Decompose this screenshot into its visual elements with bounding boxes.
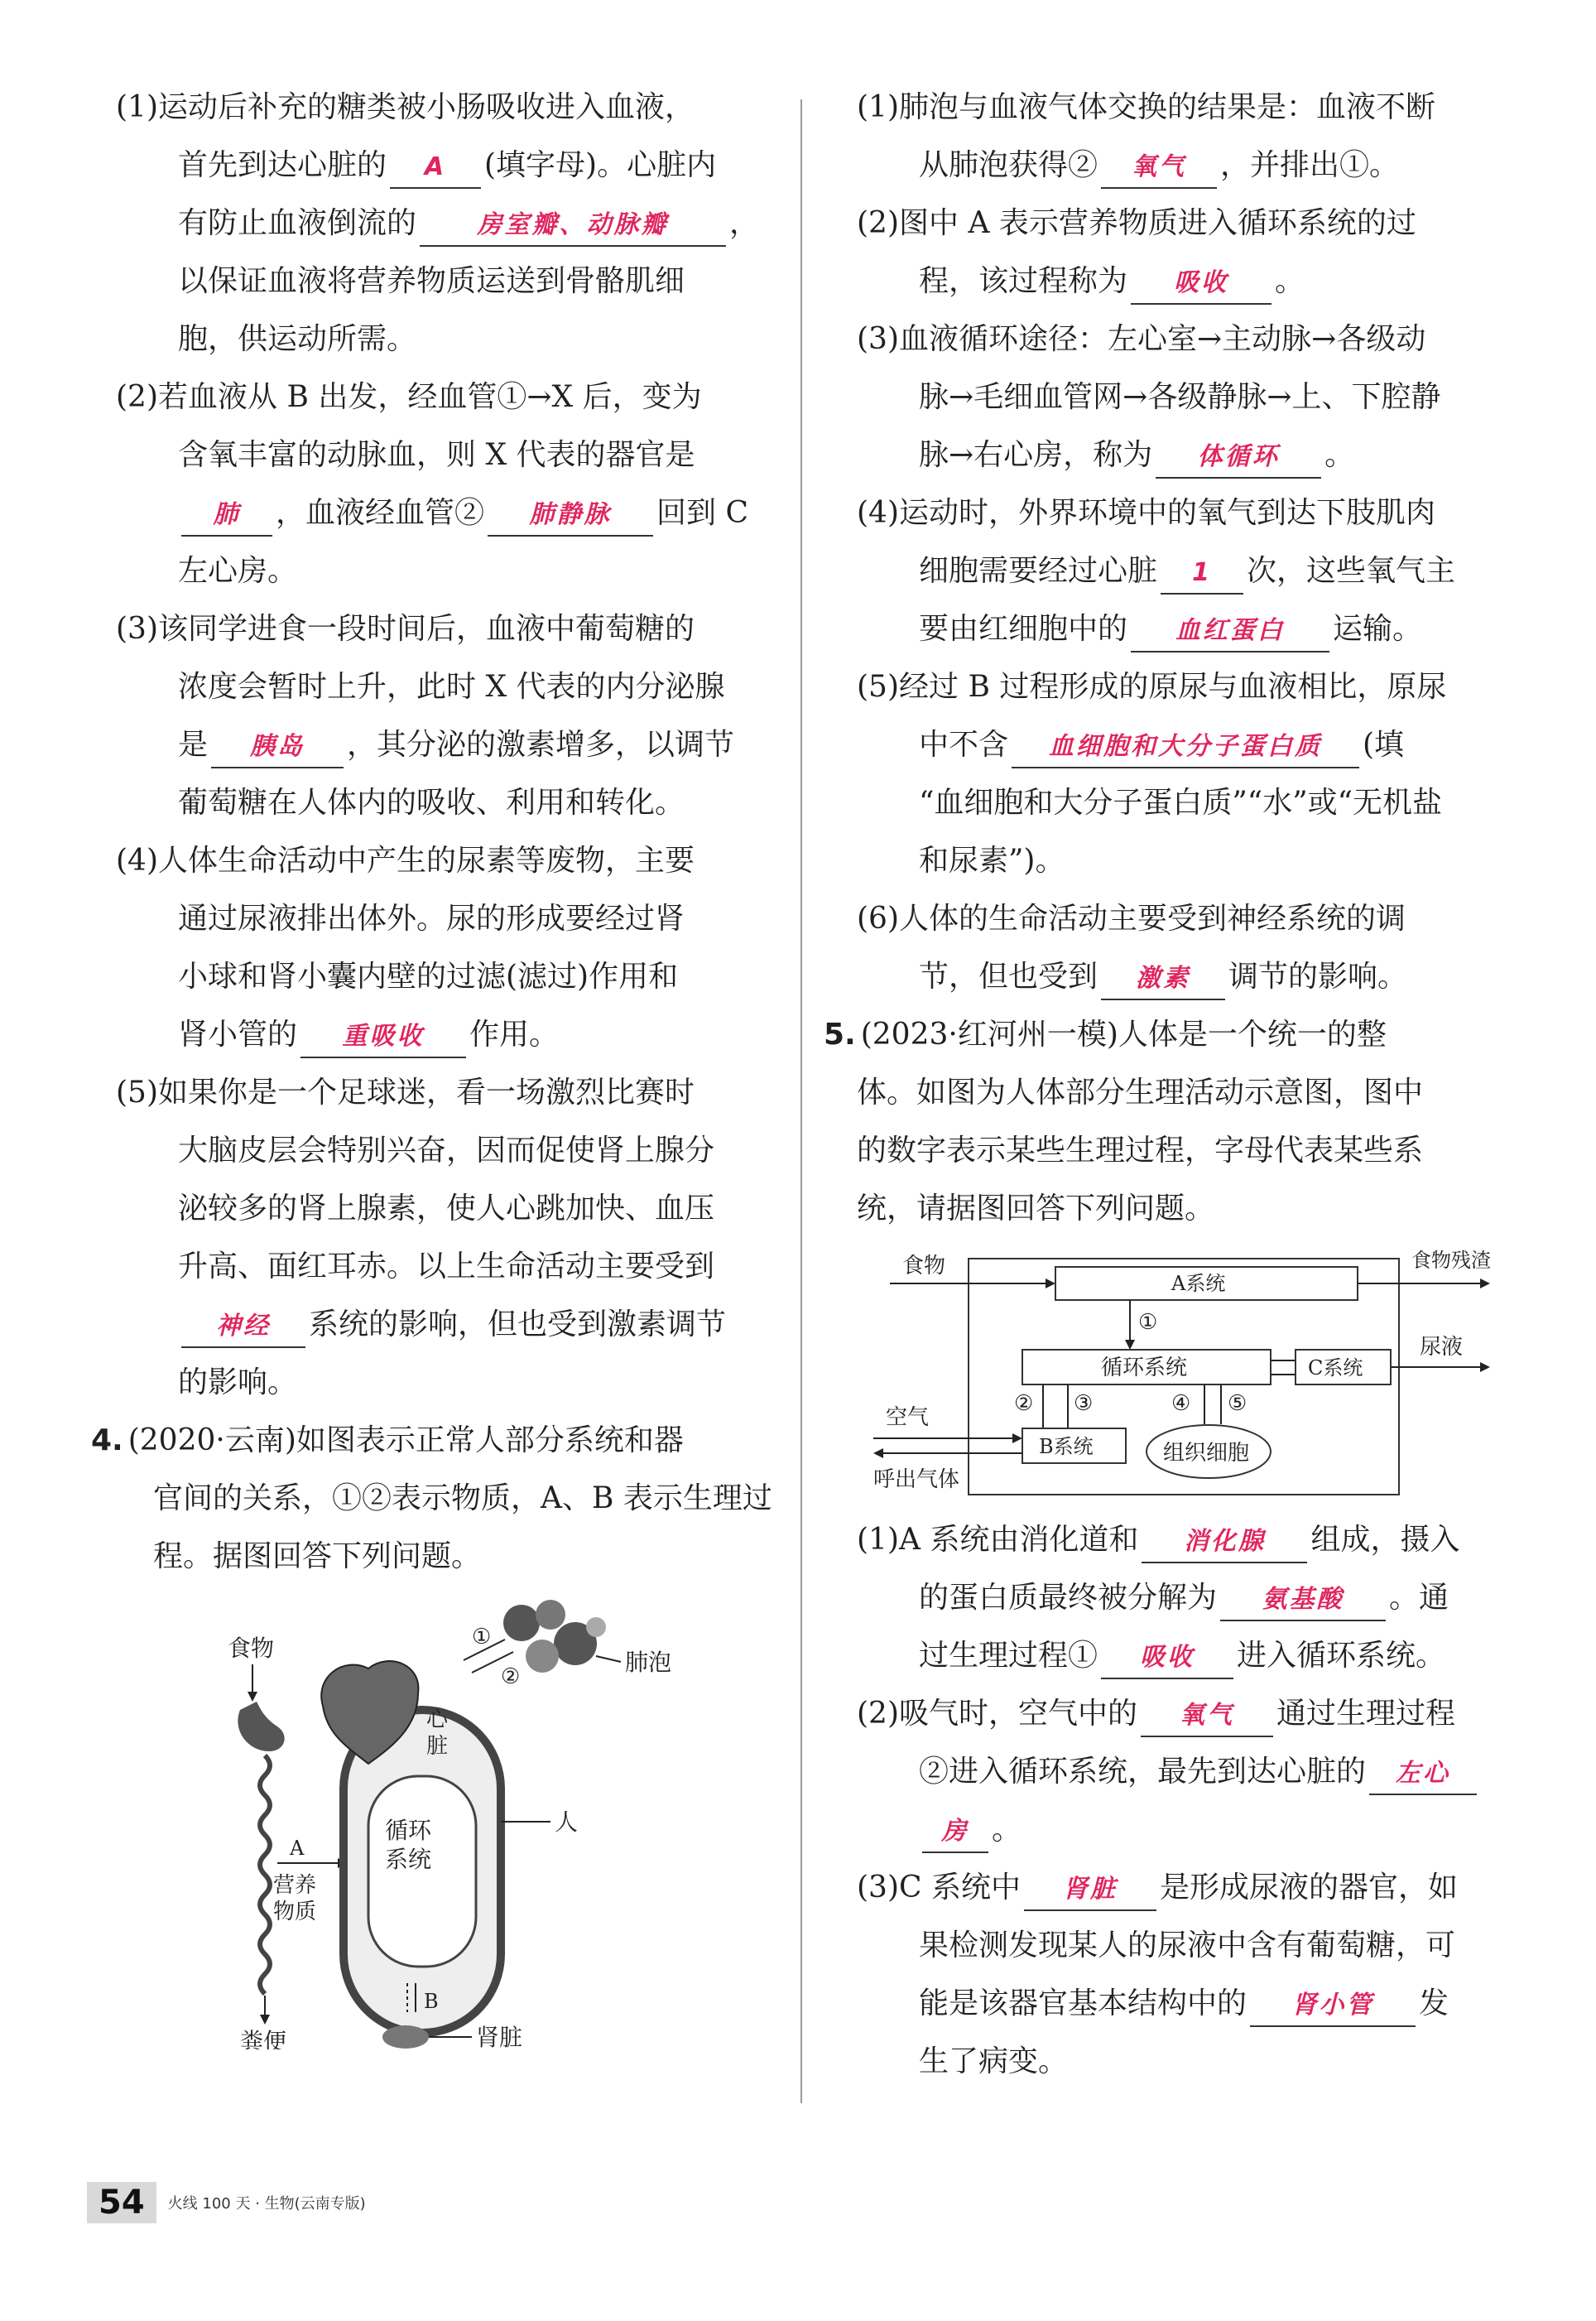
question-4 xyxy=(91,1412,778,1586)
left-column xyxy=(91,79,778,2049)
text-line: 房 。 xyxy=(857,1801,1519,1859)
answer: 吸收 xyxy=(1140,1643,1195,1672)
text-line: “血细胞和大分子蛋白质”“水”或“无机盐 xyxy=(919,786,1443,820)
process-4: ④ xyxy=(1171,1391,1191,1416)
q5-part1 xyxy=(857,1511,1519,1685)
b-system-label: B系统 xyxy=(1039,1435,1094,1458)
text-line: 脉→右心房，称为 体循环 。 xyxy=(857,426,1519,484)
person-label: 人 xyxy=(555,1808,579,1836)
text-line: (1)肺泡与血液气体交换的结果是：血液不断 xyxy=(857,90,1435,124)
text-line: 含氧丰富的动脉血，则 X 代表的器官是 xyxy=(178,438,695,472)
q4-part3 xyxy=(857,311,1519,484)
process-b-label: B xyxy=(424,1990,439,2013)
answer: 左心 xyxy=(1396,1759,1451,1788)
alveoli-icon xyxy=(526,1640,559,1673)
text-line: 节，但也受到 激素 调节的影响。 xyxy=(857,948,1519,1006)
footer-text: 火线 100 天 · 生物(云南专版) xyxy=(167,2195,366,2213)
text-line: 统，请据图回答下列问题。 xyxy=(857,1192,1215,1226)
text-line: 大脑皮层会特别兴奋，因而促使肾上腺分 xyxy=(178,1134,715,1168)
text-line: (2)若血液从 B 出发，经血管①→X 后，变为 xyxy=(116,380,702,414)
answer: A xyxy=(424,152,447,181)
q3-part1 xyxy=(116,79,778,368)
process-a-label: A xyxy=(290,1837,305,1860)
air-label: 空气 xyxy=(886,1405,930,1430)
alveoli-icon xyxy=(586,1617,606,1637)
text-line: 体。如图为人体部分生理活动示意图，图中 xyxy=(857,1076,1424,1110)
q3-part4 xyxy=(116,832,778,1064)
arrow-head xyxy=(1480,1362,1490,1372)
answer: 体循环 xyxy=(1197,442,1280,471)
exhaled-label: 呼出气体 xyxy=(873,1467,960,1492)
heart-label-1: 心 xyxy=(426,1707,449,1732)
answer: 1 xyxy=(1192,558,1212,587)
kidney-label: 肾脏 xyxy=(476,2024,523,2049)
stomach-icon xyxy=(238,1702,284,1751)
text-line: 浓度会暂时上升，此时 X 代表的内分泌腺 xyxy=(178,670,725,704)
text-line: (1)运动后补充的糖类被小肠吸收进入血液， xyxy=(116,90,695,124)
text-line: (1)A 系统由消化道和 消化腺 组成，摄入 xyxy=(857,1511,1519,1569)
text-line: 能是该器官基本结构中的 肾小管 发 xyxy=(857,1975,1519,2033)
leader-line xyxy=(596,1656,621,1662)
answer: 氨基酸 xyxy=(1262,1585,1344,1614)
text-line: 是 胰岛 ，其分泌的激素增多，以调节 xyxy=(116,716,778,774)
text-line: ②进入循环系统，最先到达心脏的 左心 xyxy=(857,1743,1519,1801)
answer: 重吸收 xyxy=(342,1022,425,1051)
circulation-label: 循环系统 xyxy=(1101,1356,1188,1380)
text-line: 以保证血液将营养物质运送到骨骼肌细 xyxy=(178,264,685,298)
answer: 氧气 xyxy=(1180,1701,1234,1730)
text-line: 的蛋白质最终被分解为 氨基酸 。通 xyxy=(857,1569,1519,1627)
text-line: (6)人体的生命活动主要受到神经系统的调 xyxy=(857,902,1406,936)
c-system-label: C系统 xyxy=(1308,1356,1363,1380)
arrow-head xyxy=(1012,1433,1022,1443)
q5-part2 xyxy=(857,1685,1519,1859)
answer: 激素 xyxy=(1136,964,1191,993)
answer: 消化腺 xyxy=(1183,1527,1266,1556)
text-line: 的数字表示某些生理过程，字母代表某些系 xyxy=(857,1134,1424,1168)
answer: 房 xyxy=(941,1817,969,1846)
column-divider xyxy=(800,99,802,2103)
q3-part2 xyxy=(116,368,778,600)
text-line: (4)人体生命活动中产生的尿素等废物，主要 xyxy=(116,844,695,878)
answer: 氧气 xyxy=(1132,152,1187,181)
food-label: 食物 xyxy=(902,1254,946,1278)
text-line: 神经 系统的影响，但也受到激素调节 xyxy=(116,1296,778,1354)
arrow-head xyxy=(873,1448,883,1458)
q3-part5 xyxy=(116,1064,778,1412)
text-line: (5)如果你是一个足球迷，看一场激烈比赛时 xyxy=(116,1076,695,1110)
text-line: 有防止血液倒流的 房室瓣、动脉瓣 ， xyxy=(116,195,778,253)
text-line: 泌较多的肾上腺素，使人心跳加快、血压 xyxy=(178,1192,715,1226)
answer: 肾小管 xyxy=(1291,1991,1374,2020)
text-line: 5. (2023·红河州一模)人体是一个统一的整 xyxy=(824,1018,1387,1052)
substance-1: ① xyxy=(472,1625,492,1649)
text-line: (3)该同学进食一段时间后，血液中葡萄糖的 xyxy=(116,612,695,646)
answer: 肺 xyxy=(213,500,241,529)
heart-label-2: 脏 xyxy=(426,1734,449,1759)
process-2: ② xyxy=(1014,1391,1034,1416)
answer: 肾脏 xyxy=(1062,1875,1118,1904)
q3-part3 xyxy=(116,600,778,832)
answer: 神经 xyxy=(216,1312,271,1341)
answer: 肺静脉 xyxy=(529,500,612,529)
text-line: (3)C 系统中 肾脏 是形成尿液的器官，如 xyxy=(857,1859,1519,1917)
text-line: (4)运动时，外界环境中的氧气到达下肢肌肉 xyxy=(857,496,1435,530)
text-line: 果检测发现某人的尿液中含有葡萄糖，可 xyxy=(919,1929,1456,1962)
text-line: 脉→毛细血管网→各级静脉→上、下腔静 xyxy=(919,380,1441,414)
nutrients-label-2: 物质 xyxy=(273,1900,317,1924)
circulation-label-1: 循环 xyxy=(385,1817,432,1844)
process-5: ⑤ xyxy=(1228,1391,1247,1416)
system-figure xyxy=(857,1238,1519,1511)
tissue-label: 组织细胞 xyxy=(1163,1441,1250,1466)
text-line: 中不含 血细胞和大分子蛋白质 (填 xyxy=(857,716,1519,774)
text-line: (2)图中 A 表示营养物质进入循环系统的过 xyxy=(857,206,1416,240)
question-number: 4. xyxy=(91,1423,123,1457)
page-number: 54 xyxy=(87,2182,156,2223)
text-line: 胞，供运动所需。 xyxy=(178,322,417,356)
text-line: 程，该过程称为 吸收 。 xyxy=(857,253,1519,311)
text-line: 从肺泡获得② 氧气 ，并排出①。 xyxy=(857,137,1519,195)
text-line: 肾小管的 重吸收 作用。 xyxy=(116,1006,778,1064)
alveoli-label: 肺泡 xyxy=(625,1649,672,1676)
a-system-label: A系统 xyxy=(1171,1272,1226,1295)
text-line: (3)血液循环途径：左心室→主动脉→各级动 xyxy=(857,322,1426,356)
text-line: 通过尿液排出体外。尿的形成要经过肾 xyxy=(178,902,685,936)
circulation-figure xyxy=(116,1586,778,2049)
feces-label: 粪便 xyxy=(240,2028,287,2049)
text-line: 肺 ，血液经血管② 肺静脉 回到 C xyxy=(116,484,778,542)
arrow-head xyxy=(1480,1278,1490,1288)
food-label: 食物 xyxy=(228,1635,275,1662)
text-line: 程。据图回答下列问题。 xyxy=(153,1539,482,1573)
arrow-head xyxy=(1046,1278,1055,1288)
text-line: 4. (2020·云南)如图表示正常人部分系统和器 xyxy=(91,1423,684,1457)
text-line: 首先到达心脏的 A (填字母)。心脏内 xyxy=(116,137,778,195)
system-diagram xyxy=(857,1238,1519,1511)
q5-part3 xyxy=(857,1859,1519,2091)
text-line: (5)经过 B 过程形成的原尿与血液相比，原尿 xyxy=(857,670,1447,704)
kidney-icon xyxy=(382,2025,429,2049)
text-line: 的影响。 xyxy=(178,1365,298,1399)
text-line: (2)吸气时，空气中的 氧气 通过生理过程 xyxy=(857,1685,1519,1743)
circulation-diagram xyxy=(116,1586,778,2049)
text-line: 官间的关系，①②表示物质，A、B 表示生理过 xyxy=(153,1481,772,1515)
arrow-head xyxy=(248,1692,257,1702)
q4-part1 xyxy=(857,79,1519,195)
alveoli-icon xyxy=(536,1600,565,1630)
text-line: 细胞需要经过心脏 1 次，这些氧气主 xyxy=(857,542,1519,600)
text-line: 小球和肾小囊内壁的过滤(滤过)作用和 xyxy=(178,960,679,994)
text-line: 左心房。 xyxy=(178,554,298,588)
answer: 血红蛋白 xyxy=(1175,616,1286,645)
urine-label: 尿液 xyxy=(1420,1335,1464,1360)
nutrients-label-1: 营养 xyxy=(273,1873,317,1898)
question-number: 5. xyxy=(824,1018,856,1052)
q4-part2 xyxy=(857,195,1519,311)
arrow-head xyxy=(1125,1340,1135,1350)
q4-part4 xyxy=(857,484,1519,658)
right-column xyxy=(824,79,1519,2091)
q4-part5 xyxy=(857,658,1519,890)
process-3: ③ xyxy=(1074,1391,1094,1416)
question-5 xyxy=(824,1006,1519,1238)
residue-label: 食物残渣 xyxy=(1411,1249,1491,1272)
answer: 吸收 xyxy=(1174,268,1229,297)
q4-part6 xyxy=(857,890,1519,1006)
intestine-icon xyxy=(260,1755,270,1994)
substance-2: ② xyxy=(501,1664,521,1689)
answer: 胰岛 xyxy=(250,732,305,761)
text-line: 升高、面红耳赤。以上生命活动主要受到 xyxy=(178,1250,715,1283)
answer: 房室瓣、动脉瓣 xyxy=(477,210,669,239)
alveoli-icon xyxy=(503,1605,540,1641)
arrow-head xyxy=(260,2015,270,2025)
text-line: 和尿素”)。 xyxy=(919,844,1065,878)
page-footer xyxy=(87,2182,366,2223)
process-1: ① xyxy=(1138,1310,1158,1335)
text-line: 葡萄糖在人体内的吸收、利用和转化。 xyxy=(178,786,685,820)
text-line: 要由红细胞中的 血红蛋白 运输。 xyxy=(857,600,1519,658)
answer: 血细胞和大分子蛋白质 xyxy=(1049,732,1323,761)
text-line: 生了病变。 xyxy=(919,2044,1069,2078)
text-line: 过生理过程① 吸收 进入循环系统。 xyxy=(857,1627,1519,1685)
circulation-label-2: 系统 xyxy=(385,1846,432,1873)
